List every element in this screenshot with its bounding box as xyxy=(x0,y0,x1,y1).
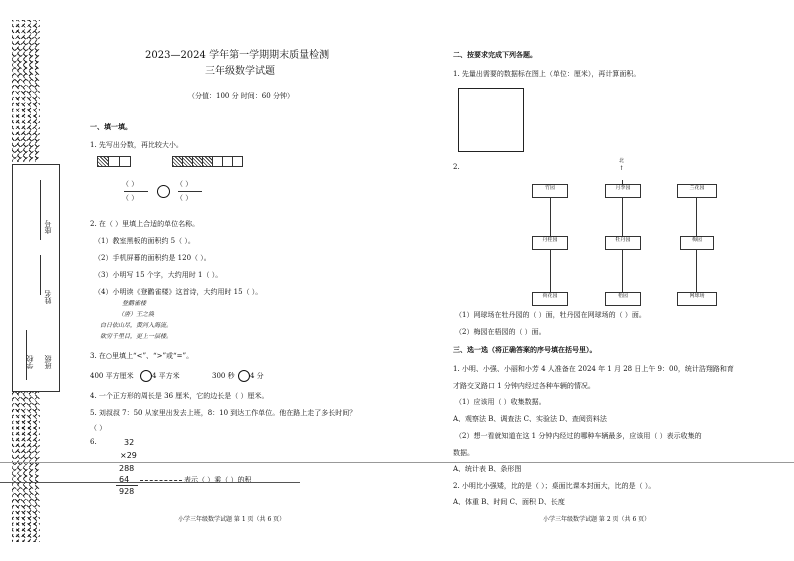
binding-school-label: 学校 xyxy=(26,355,34,369)
page-footer-left: 小学三年级数学试题 第 1 页（共 6 页） xyxy=(178,516,286,523)
r-q3-sub: 数据。 xyxy=(453,449,474,457)
section-1-heading: 一、填一填。 xyxy=(90,122,132,131)
binding-line xyxy=(40,180,41,240)
map-place: 梅园 xyxy=(680,236,714,250)
map-place: 荷花园 xyxy=(532,292,568,306)
q6-text: 6. xyxy=(90,438,97,446)
fraction-blank-right-num: （ ） xyxy=(176,180,193,188)
q2-item: （2）手机屏幕的面积约是 120（ ）。 xyxy=(94,254,211,262)
fraction-blank-left-num: （ ） xyxy=(122,180,139,188)
fraction-line-right xyxy=(178,191,202,192)
binding-name-label: 姓名 xyxy=(44,290,52,304)
poem-line: 白日依山尽，黄河入海流。 xyxy=(100,322,173,329)
r-q2-item: （1）网球场在牡丹园的（ ）面，牡丹园在网球场的（ ）面。 xyxy=(455,311,646,319)
r-q3-sub: （1）应该用（ ）收集数据。 xyxy=(455,398,546,406)
q3-text: 3. 在○里填上“<”、“>”或“=”。 xyxy=(90,352,194,360)
binding-line xyxy=(40,255,41,295)
r-q3-line: 才路交叉路口 1 分钟内经过各种车辆的情况。 xyxy=(453,382,595,390)
binding-pattern-top xyxy=(12,20,40,162)
calc-line: 32 xyxy=(124,438,135,447)
r-q4-text: 2. 小明比小强矮，比的是（ ）；桌面比课本封面大，比的是（ ）。 xyxy=(453,482,656,490)
r-q4-options: A、体重 B、时间 C、面积 D、长度 xyxy=(453,498,565,506)
fraction-bar-cell xyxy=(119,156,131,167)
fraction-blank-left-den: （ ） xyxy=(122,194,139,202)
poem-title: 登鹳雀楼 xyxy=(122,300,147,307)
r-q3-line: 1. 小明、小强、小丽和小芳 4 人准备在 2024 年 1 月 28 日上午 9：00，统计浩翔路和育 xyxy=(453,365,734,373)
section-2-heading: 二、按要求完成下列各题。 xyxy=(453,50,537,59)
map-place: 网球场 xyxy=(677,292,717,306)
fold-line xyxy=(0,482,300,483)
map-place: 竹园 xyxy=(532,184,568,198)
calc-line: ×29 xyxy=(120,451,137,460)
q1-text: 1. 先写出分数，再比较大小。 xyxy=(90,141,183,149)
map-place: 牡丹园 xyxy=(605,236,641,250)
binding-number-label: 座号 xyxy=(44,220,52,234)
poem-line: 欲穷千里目，更上一层楼。 xyxy=(100,333,173,340)
q3-a-left: 400 平方厘米 xyxy=(90,372,134,380)
compare-circle[interactable] xyxy=(238,370,250,382)
q6-explain: 表示（ ）乘（ ）的积 xyxy=(184,476,252,484)
poem-author: （唐）王之涣 xyxy=(118,311,155,318)
calc-rule xyxy=(116,485,138,486)
map-place: 梧园 xyxy=(605,292,641,306)
q3-b-right: 4 分 xyxy=(250,372,264,380)
r-q1-text: 1. 先量出需要的数据标在图上（单位：厘米），再计算面积。 xyxy=(453,70,641,78)
q4-text: 4. 一个正方形的周长是 36 厘米，它的边长是（ ）厘米。 xyxy=(90,392,269,400)
fraction-bar-cell xyxy=(232,156,243,167)
exam-title: 2023—2024 学年第一学期期末质量检测 xyxy=(145,50,330,61)
binding-pattern-bottom xyxy=(12,392,40,542)
calc-line: 928 xyxy=(119,487,135,496)
r-q3-options: A、观察法 B、调查法 C、实验法 D、查阅资料法 xyxy=(453,415,607,423)
r-q3-options: A、统计表 B、条形图 xyxy=(453,465,522,473)
r-q2-text: 2. xyxy=(453,163,460,171)
map-place: 兰花园 xyxy=(677,184,717,198)
fraction-blank-right-den: （ ） xyxy=(176,194,193,202)
q3-a-right: 4 平方米 xyxy=(152,372,180,380)
compare-circle[interactable] xyxy=(140,370,152,382)
exam-meta: （分值：100 分 时间：60 分钟） xyxy=(188,92,294,100)
r-q2-item: （2）梅园在梧园的（ ）面。 xyxy=(455,328,546,336)
square-figure xyxy=(458,88,524,152)
r-q3-sub: （2）想一看就知道在这 1 分钟内经过的哪种车辆最多，应该用（ ）表示收集的 xyxy=(455,432,702,440)
map-place: 丹桂园 xyxy=(532,236,568,250)
q5-text: 5. 刘叔叔 7：50 从家里出发去上班，8：10 到达工作单位。他在路上走了多长时间？ xyxy=(90,409,357,417)
fraction-line-left xyxy=(124,191,148,192)
fold-line xyxy=(0,462,794,463)
north-arrow-icon: ↑ xyxy=(619,165,625,172)
q2-text: 2. 在（ ）里填上合适的单位名称。 xyxy=(90,220,200,228)
q5-blank: （ ） xyxy=(90,424,107,432)
q2-item: （4）小明读《登鹳雀楼》这首诗，大约用时 15（ ）。 xyxy=(94,288,263,296)
map-place: 月季园 xyxy=(605,184,641,198)
q3-b-left: 300 秒 xyxy=(212,372,235,380)
section-3-heading: 三、选一选（将正确答案的序号填在括号里）。 xyxy=(453,345,597,354)
calc-line: 288 xyxy=(119,464,135,473)
q2-item: （3）小明写 15 个字，大约用时 1（ ）。 xyxy=(94,271,223,279)
exam-subtitle: 三年级数学试题 xyxy=(205,66,275,77)
binding-class-label: 班级 xyxy=(44,355,52,369)
q2-item: （1）教室黑板的面积约 5（ ）。 xyxy=(94,237,195,245)
page-footer-right: 小学三年级数学试题 第 2 页（共 6 页） xyxy=(543,516,651,523)
calc-line: 64 xyxy=(119,475,130,484)
north-label: 北 xyxy=(619,158,625,164)
calc-arrow xyxy=(140,480,182,481)
compare-circle[interactable] xyxy=(157,185,170,198)
